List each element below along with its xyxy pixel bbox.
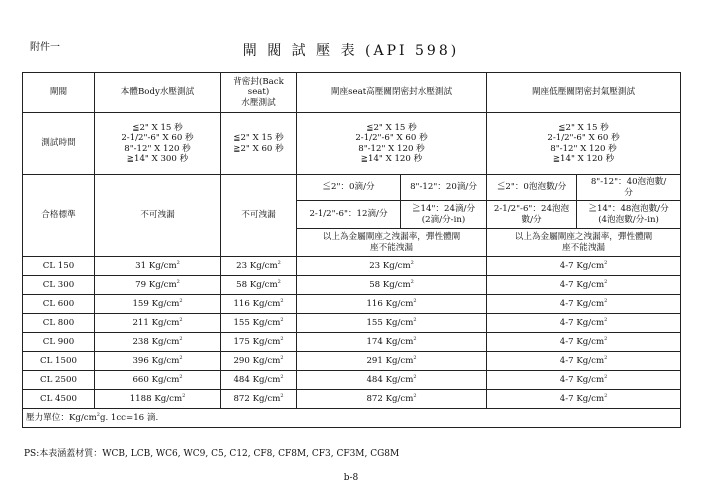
criteria-body: 不可洩漏 [95, 175, 221, 257]
class-name: CL 900 [23, 333, 95, 352]
criteria-water-d: ≧14"：24滴/分 (2滴/分-in) [401, 201, 487, 229]
seat-air-pressure: 4-7 $Kg/cm^2$ [487, 390, 681, 409]
body-pressure: 79 $Kg/cm^2$ [95, 276, 221, 295]
criteria-air-c: 2-1/2"-6"：24泡泡 數/分 [487, 201, 577, 229]
page-number: b-8 [343, 473, 359, 483]
class-name: CL 2500 [23, 371, 95, 390]
seat-air-pressure: 4-7 $Kg/cm^2$ [487, 314, 681, 333]
body-pressure: 159 $Kg/cm^2$ [95, 295, 221, 314]
pressure-unit-row [23, 409, 681, 428]
class-row [23, 276, 681, 295]
class-row [23, 314, 681, 333]
header-valve: 閘閥 [23, 73, 95, 113]
page-title: 閘 閥 試 壓 表 (API 598) [242, 43, 460, 59]
back-seat-pressure: 116 $Kg/cm^2$ [221, 295, 297, 314]
criteria-air-d: ≧14"：48泡泡數/分 (4泡泡數/分-in) [577, 201, 681, 229]
seat-air-pressure: 4-7 $Kg/cm^2$ [487, 371, 681, 390]
seat-air-pressure: 4-7 $Kg/cm^2$ [487, 276, 681, 295]
seat-air-pressure: 4-7 $Kg/cm^2$ [487, 295, 681, 314]
seat-water-pressure: 58 $Kg/cm^2$ [297, 276, 487, 295]
seat-air-pressure: 4-7 $Kg/cm^2$ [487, 257, 681, 276]
materials-note: PS:本表涵蓋材質：WCB, LCB, WC6, WC9, C5, C12, CF8, CF8M, CF3, CF3M, CG8M [24, 449, 400, 459]
test-time-back-seat: ≦2" X 15 秒 ≧2" X 60 秒 [221, 113, 297, 175]
class-name: CL 1500 [23, 352, 95, 371]
test-time-label: 測試時間 [23, 113, 95, 175]
seat-air-pressure: 4-7 $Kg/cm^2$ [487, 333, 681, 352]
body-pressure: 211 $Kg/cm^2$ [95, 314, 221, 333]
class-name: CL 4500 [23, 390, 95, 409]
class-name: CL 300 [23, 276, 95, 295]
seat-water-pressure: 174 $Kg/cm^2$ [297, 333, 487, 352]
back-seat-pressure: 155 $Kg/cm^2$ [221, 314, 297, 333]
body-pressure: 396 $Kg/cm^2$ [95, 352, 221, 371]
header-body-test: 本體Body水壓測試 [95, 73, 221, 113]
back-seat-pressure: 290 $Kg/cm^2$ [221, 352, 297, 371]
annex-label: 附件一 [30, 42, 60, 53]
test-time-row [23, 113, 681, 175]
class-row [23, 390, 681, 409]
test-time-seat-water: ≦2" X 15 秒 2-1/2"-6" X 60 秒 8"-12" X 120 秒 ≧14" X 120 秒 [297, 113, 487, 175]
criteria-note-air: 以上為金屬閘座之洩漏率，彈性體閘 座不能洩漏 [487, 229, 681, 257]
back-seat-pressure: 58 $Kg/cm^2$ [221, 276, 297, 295]
seat-water-pressure: 155 $Kg/cm^2$ [297, 314, 487, 333]
header-row [23, 73, 681, 113]
class-row [23, 333, 681, 352]
body-pressure: 660 $Kg/cm^2$ [95, 371, 221, 390]
header-seat-air-test: 閘座低壓關閉密封氣壓測試 [487, 73, 681, 113]
criteria-back-seat: 不可洩漏 [221, 175, 297, 257]
class-row [23, 257, 681, 276]
class-row [23, 295, 681, 314]
criteria-label: 合格標準 [23, 175, 95, 257]
class-name: CL 150 [23, 257, 95, 276]
criteria-water-b: 8"-12"：20滴/分 [401, 175, 487, 201]
criteria-air-b: 8"-12"：40泡泡數/ 分 [577, 175, 681, 201]
seat-water-pressure: 116 $Kg/cm^2$ [297, 295, 487, 314]
back-seat-pressure: 872 $Kg/cm^2$ [221, 390, 297, 409]
class-row [23, 371, 681, 390]
criteria-water-c: 2-1/2"-6"：12滴/分 [297, 201, 401, 229]
body-pressure: 238 $Kg/cm^2$ [95, 333, 221, 352]
header-back-seat-test: 背密封(Back seat) 水壓測試 [221, 73, 297, 113]
seat-air-pressure: 4-7 $Kg/cm^2$ [487, 352, 681, 371]
class-row [23, 352, 681, 371]
class-name: CL 800 [23, 314, 95, 333]
back-seat-pressure: 23 $Kg/cm^2$ [221, 257, 297, 276]
seat-water-pressure: 291 $Kg/cm^2$ [297, 352, 487, 371]
seat-water-pressure: 484 $Kg/cm^2$ [297, 371, 487, 390]
gate-valve-test-table [22, 72, 681, 428]
body-pressure: 1188 $Kg/cm^2$ [95, 390, 221, 409]
test-time-seat-air: ≦2" X 15 秒 2-1/2"-6" X 60 秒 8"-12" X 120 秒 ≧14" X 120 秒 [487, 113, 681, 175]
back-seat-pressure: 484 $Kg/cm^2$ [221, 371, 297, 390]
body-pressure: 31 $Kg/cm^2$ [95, 257, 221, 276]
seat-water-pressure: 872 $Kg/cm^2$ [297, 390, 487, 409]
seat-water-pressure: 23 $Kg/cm^2$ [297, 257, 487, 276]
criteria-water-a: ≦2"：0滴/分 [297, 175, 401, 201]
criteria-air-a: ≦2"：0泡泡數/分 [487, 175, 577, 201]
back-seat-pressure: 175 $Kg/cm^2$ [221, 333, 297, 352]
test-time-body: ≦2" X 15 秒 2-1/2"-6" X 60 秒 8"-12" X 120 秒 ≧14" X 300 秒 [95, 113, 221, 175]
class-name: CL 600 [23, 295, 95, 314]
criteria-row-1 [23, 175, 681, 201]
criteria-note-water: 以上為金屬閘座之洩漏率，彈性體閘 座不能洩漏 [297, 229, 487, 257]
pressure-unit-note: 壓力單位：$Kg/cm^2g$. 1cc=16 滴. [23, 409, 681, 428]
header-seat-water-test: 閘座seat高壓關閉密封水壓測試 [297, 73, 487, 113]
